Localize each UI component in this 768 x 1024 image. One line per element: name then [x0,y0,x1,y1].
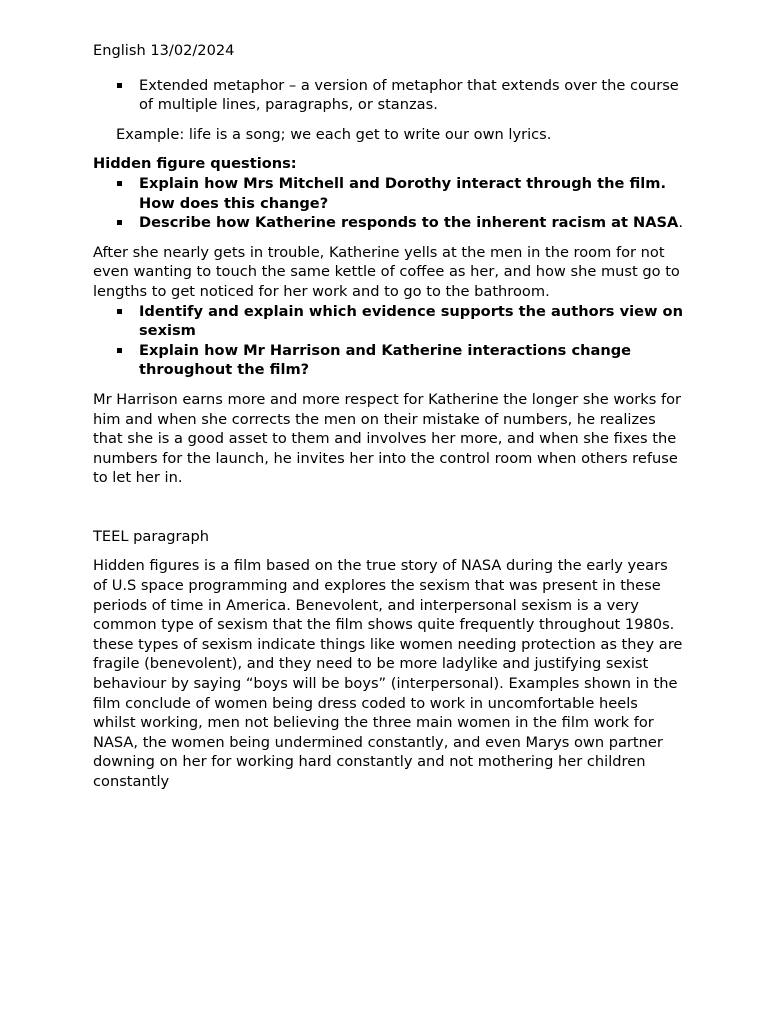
square-bullet-icon [117,181,122,186]
list-item [93,174,683,213]
square-bullet-icon [117,83,122,88]
list-item [93,76,683,115]
metaphor-example: Example: life is a song; we each get to write our own lyrics. [116,125,552,143]
teel-paragraph: Hidden figures is a film based on the true story of NASA during the early years of U.S space programming and explores the sexism that was present in these periods of time in America. Benevolent, and interpersonal sexism is a very common type of sexism that the film shows quite frequently throughout 1980s. these types of sexism indicate things like women needing protection as they are fragile (benevolent), and they need to be more ladylike and justifying sexist behaviour by saying “boys will be boys” (interpersonal). Examples shown in the film conclude of women being dress coded to work in uncomfortable heels whilst working, men not believing the three main women in the film work for NASA, the women being undermined constantly, and even Marys own partner downing on her for working hard constantly and not mothering her children constantly [93,557,683,790]
square-bullet-icon [117,348,122,353]
document-page [93,41,683,792]
question-text: Explain how Mrs Mitchell and Dorothy interact through the film. How does this change? [139,174,667,212]
square-bullet-icon [117,309,122,314]
question-text: Explain how Mr Harrison and Katherine interactions change throughout the film? [139,341,632,379]
metaphor-list [93,76,683,115]
list-item [93,341,683,380]
question-list-1 [93,174,683,213]
document-header: English 13/02/2024 [93,42,235,59]
question-punctuation: . [678,214,683,232]
teel-heading: TEEL paragraph [93,527,209,545]
answer-paragraph: Mr Harrison earns more and more respect for Katherine the longer she works for him and when she corrects the men on their mistake of numbers, he realizes that she is a good asset to them and involves her more, and when she fixes the numbers for the launch, he invites her into the control room when others refuse to let her in. [93,390,682,487]
list-item [93,213,683,233]
question-text: Identify and explain which evidence supports the authors view on sexism [139,302,683,340]
square-bullet-icon [117,220,122,225]
answer-paragraph: After she nearly gets in trouble, Katherine yells at the men in the room for not even wanting to touch the same kettle of coffee as her, and how she must go to lengths to get noticed for her work and to go to the bathroom. [93,243,680,300]
question-list-4 [93,341,683,380]
question-list-3 [93,302,683,341]
list-item [93,302,683,341]
metaphor-definition: Extended metaphor – a version of metaphor that extends over the course of multiple lines, paragraphs, or stanzas. [139,76,679,114]
question-text: Describe how Katherine responds to the inherent racism at NASA [139,214,679,232]
question-list-2 [93,213,683,233]
questions-heading: Hidden figure questions: [93,155,297,173]
